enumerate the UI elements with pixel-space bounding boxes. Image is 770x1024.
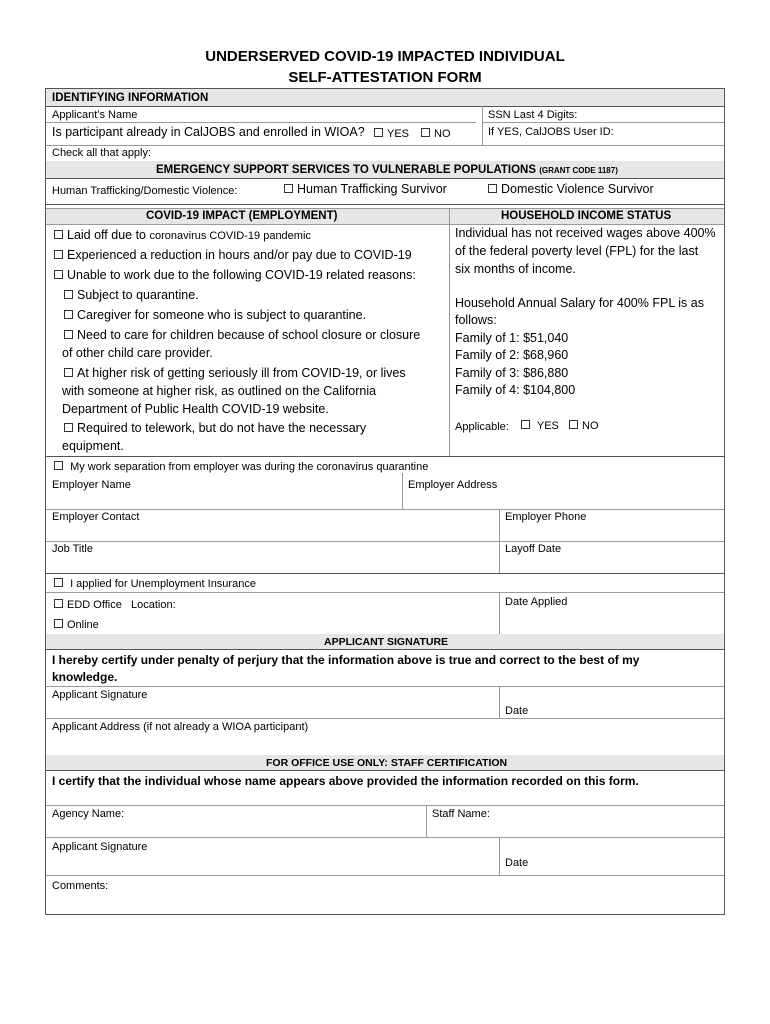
trafficking-checkbox[interactable] xyxy=(284,184,293,193)
applicable-yes-option[interactable]: YES xyxy=(521,419,559,433)
staff-certification-text: I certify that the individual whose name appears above provided the information recorded on this form. xyxy=(52,774,639,788)
form-title: UNDERSERVED COVID-19 IMPACTED INDIVIDUAL xyxy=(205,48,565,65)
laid-off-option[interactable]: Laid off due to coronavirus COVID-19 pandemic xyxy=(54,227,311,245)
quarantine-option[interactable]: Subject to quarantine. xyxy=(64,287,199,304)
household-line-2: of the federal poverty level (FPL) for the last xyxy=(455,244,699,258)
applicant-signature-header: APPLICANT SIGNATURE xyxy=(324,636,449,648)
office-applicant-signature-field[interactable]: Applicant Signature xyxy=(52,841,148,853)
family-of-3: Family of 3: $86,880 xyxy=(455,366,569,380)
applicable-no-option[interactable]: NO xyxy=(569,419,599,433)
applicant-name-field[interactable]: Applicant’s Name xyxy=(52,109,138,121)
caljobs-question: Is participant already in CalJOBS and enrolled in WIOA? xyxy=(52,125,365,139)
reduction-option[interactable]: Experienced a reduction in hours and/or pay due to COVID-19 xyxy=(54,247,412,264)
office-use-header: FOR OFFICE USE ONLY: STAFF CERTIFICATION xyxy=(266,757,508,769)
layoff-date-field[interactable]: Layoff Date xyxy=(505,543,562,555)
higher-risk-cont-1: with someone at higher risk, as outlined on the California xyxy=(62,384,377,398)
laid-off-checkbox[interactable] xyxy=(54,230,63,239)
applicable-no-checkbox[interactable] xyxy=(569,420,578,429)
dv-survivor-option[interactable]: Domestic Violence Survivor xyxy=(488,181,654,198)
family-of-2: Family of 2: $68,960 xyxy=(455,348,569,362)
family-of-1: Family of 1: $51,040 xyxy=(455,331,569,345)
telework-checkbox[interactable] xyxy=(64,423,73,432)
household-line-3: six months of income. xyxy=(455,262,576,276)
identifying-header: IDENTIFYING INFORMATION xyxy=(52,92,209,104)
agency-name-field[interactable]: Agency Name: xyxy=(52,808,125,820)
office-date-field[interactable]: Date xyxy=(505,857,529,869)
childcare-option[interactable]: Need to care for children because of school closure or closure xyxy=(64,327,420,344)
ui-applied-checkbox[interactable] xyxy=(54,578,63,587)
higher-risk-checkbox[interactable] xyxy=(64,368,73,377)
caregiver-option[interactable]: Caregiver for someone who is subject to quarantine. xyxy=(64,307,366,324)
household-income-header: HOUSEHOLD INCOME STATUS xyxy=(501,210,672,222)
edd-office-checkbox[interactable] xyxy=(54,599,63,608)
childcare-checkbox[interactable] xyxy=(64,330,73,339)
perjury-certification-1: I hereby certify under penalty of perjury that the information above is true and correct to the best of my xyxy=(52,653,640,667)
applicable-yes-checkbox[interactable] xyxy=(521,420,530,429)
salary-line-1: Household Annual Salary for 400% FPL is as xyxy=(455,296,704,310)
telework-option[interactable]: Required to telework, but do not have the necessary xyxy=(64,420,366,437)
family-of-4: Family of 4: $104,800 xyxy=(455,383,576,397)
separation-checkbox[interactable] xyxy=(54,461,63,470)
caregiver-checkbox[interactable] xyxy=(64,310,73,319)
employer-phone-field[interactable]: Employer Phone xyxy=(505,511,587,523)
household-line-1: Individual has not received wages above 400% xyxy=(455,226,716,240)
online-checkbox[interactable] xyxy=(54,619,63,628)
higher-risk-option[interactable]: At higher risk of getting seriously ill from COVID-19, or lives xyxy=(64,365,406,382)
emergency-header: EMERGENCY SUPPORT SERVICES TO VULNERABLE POPULATIONS (GRANT CODE 1187) xyxy=(156,164,618,176)
signature-date-field[interactable]: Date xyxy=(505,705,529,717)
caljobs-no-option[interactable]: NO xyxy=(421,127,451,141)
no-checkbox[interactable] xyxy=(421,128,430,137)
ssn-field[interactable]: SSN Last 4 Digits: xyxy=(488,109,578,121)
covid-impact-header: COVID-19 IMPACT (EMPLOYMENT) xyxy=(146,210,338,222)
childcare-option-cont: of other child care provider. xyxy=(62,346,213,360)
date-applied-field[interactable]: Date Applied xyxy=(505,596,568,608)
check-all-label: Check all that apply: xyxy=(52,147,152,159)
trafficking-label: Human Trafficking/Domestic Violence: xyxy=(52,185,238,197)
caljobs-user-id-field[interactable]: If YES, CalJOBS User ID: xyxy=(488,126,614,138)
applicable-label: Applicable: xyxy=(455,421,509,433)
applicant-address-field[interactable]: Applicant Address (if not already a WIOA participant) xyxy=(52,721,309,733)
applicant-signature-field[interactable]: Applicant Signature xyxy=(52,689,148,701)
telework-cont: equipment. xyxy=(62,439,124,453)
trafficking-survivor-option[interactable]: Human Trafficking Survivor xyxy=(284,181,447,198)
quarantine-checkbox[interactable] xyxy=(64,290,73,299)
yes-checkbox[interactable] xyxy=(374,128,383,137)
perjury-certification-2: knowledge. xyxy=(52,670,118,684)
unable-option[interactable]: Unable to work due to the following COVID-19 related reasons: xyxy=(54,267,416,284)
reduction-checkbox[interactable] xyxy=(54,250,63,259)
edd-office-option[interactable]: EDD Office Location: xyxy=(54,598,176,612)
employer-name-field[interactable]: Employer Name xyxy=(52,479,131,491)
employer-contact-field[interactable]: Employer Contact xyxy=(52,511,140,523)
separation-option[interactable]: My work separation from employer was during the coronavirus quarantine xyxy=(54,460,428,474)
dv-checkbox[interactable] xyxy=(488,184,497,193)
form-subtitle: SELF-ATTESTATION FORM xyxy=(288,69,482,86)
salary-line-2: follows: xyxy=(455,313,497,327)
staff-name-field[interactable]: Staff Name: xyxy=(432,808,490,820)
unable-checkbox[interactable] xyxy=(54,270,63,279)
caljobs-yes-option[interactable]: YES xyxy=(374,127,409,141)
attestation-form xyxy=(45,88,725,915)
ui-applied-option[interactable]: I applied for Unemployment Insurance xyxy=(54,577,256,591)
job-title-field[interactable]: Job Title xyxy=(52,543,93,555)
employer-address-field[interactable]: Employer Address xyxy=(408,479,498,491)
higher-risk-cont-2: Department of Public Health COVID-19 website. xyxy=(62,402,329,416)
online-option[interactable]: Online xyxy=(54,618,99,632)
comments-field[interactable]: Comments: xyxy=(52,880,109,892)
